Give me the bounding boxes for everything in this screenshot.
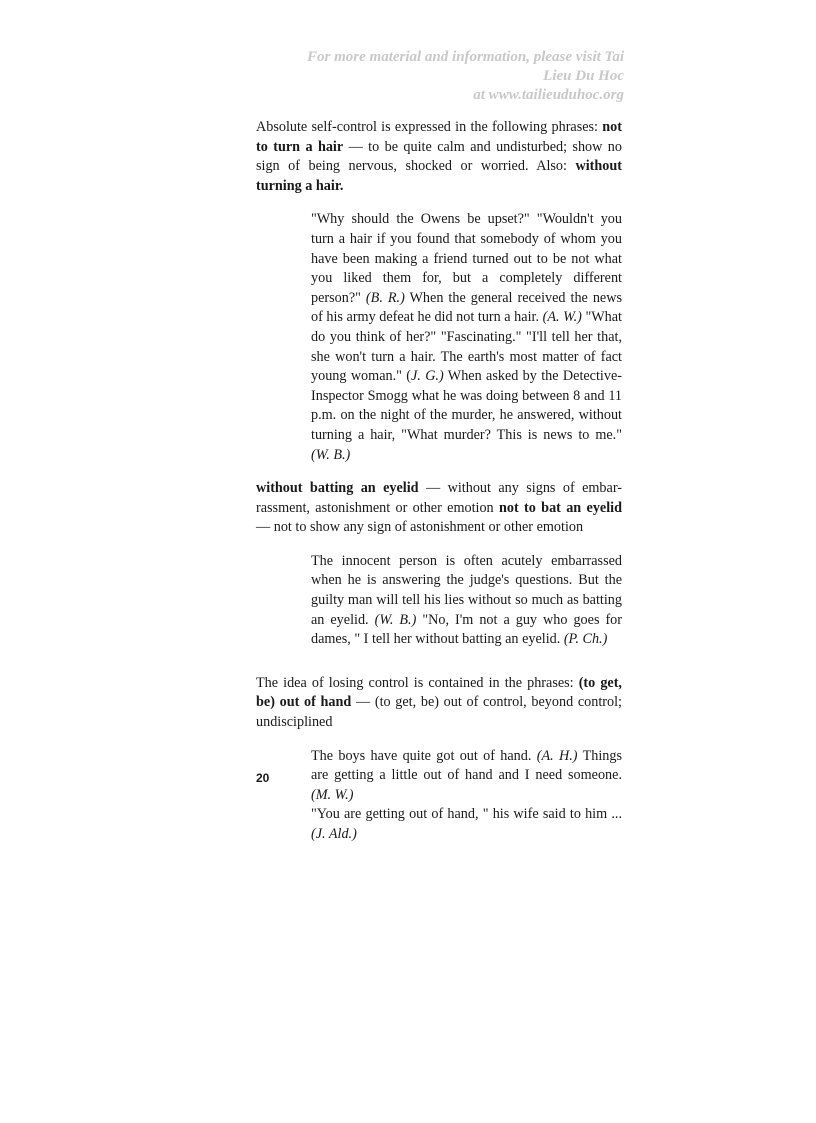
watermark-line-3: at www.tailieuduhoc.org: [473, 87, 624, 103]
text: "Why should the Owens be upset?" "Wouldn't you turn a hair if you found that somebody of whom you have been making a friend turned out to be not what you liked them for, but a completely different person?": [311, 211, 622, 306]
example-text: [311, 552, 622, 650]
example-text: [311, 805, 622, 844]
watermark-line-2: Lieu Du Hoc: [543, 68, 624, 84]
text: "What do you think of her?" "Fascinating." "I'll tell her that, she won't turn a hair. The earth's most matter of fact young woman." (: [311, 309, 622, 385]
text: "You are getting out of hand, " his wife said to him ...: [311, 806, 622, 823]
term-not-to-turn-a-hair: not to turn a hair: [256, 119, 622, 155]
text: The idea of losing control is contained in the phrases:: [256, 674, 579, 691]
text: — to be quite calm and undisturbed; show no sign of being nervous, shocked or worried. Also:: [256, 138, 622, 175]
source-citation: (W. B.): [311, 446, 351, 463]
source-citation: J. G.): [411, 368, 444, 385]
text: — without any signs of embar-rassment, astonishment or other emotion: [256, 480, 622, 516]
term-not-to-bat-an-eyelid: not to bat an eyelid: [498, 499, 622, 516]
text: The innocent person is often acutely embarrassed when he is answering the judge's questions. But the guilty man will tell his lies without so much as batting an eyelid.: [311, 552, 622, 628]
example-text: [311, 210, 622, 465]
source-citation: (P. Ch.): [563, 631, 608, 648]
source-citation: (A. H.): [536, 747, 578, 764]
text: Absolute self-control is expressed in the following phrases:: [256, 119, 603, 135]
source-citation: (M. W.): [311, 786, 354, 803]
term-without-batting-an-eyelid: without batting an eyelid: [256, 480, 419, 497]
source-citation: (B. R.): [365, 289, 405, 306]
intro-paragraph: [256, 118, 622, 196]
term-without-turning-a-hair: without turning a hair.: [256, 158, 622, 194]
text: — (to get, be) out of control, beyond control; undisciplined: [256, 694, 622, 731]
source-citation: (J. Ald.): [311, 826, 357, 842]
example-block-3: [311, 747, 622, 845]
watermark-line-1: For more material and information, please visit Tai: [307, 49, 624, 65]
example-block-1: [311, 210, 622, 465]
example-block-2: [311, 552, 622, 650]
page-content: [256, 118, 622, 859]
text: When the general received the news of his army defeat he did not turn a hair.: [311, 289, 622, 326]
definition-paragraph-out-of-hand: [256, 674, 622, 733]
source-citation: (A. W.): [542, 309, 582, 326]
text: The boys have quite got out of hand.: [311, 747, 537, 764]
definition-paragraph-eyelid: [256, 479, 622, 538]
text: — not to show any sign of astonishment or other emotion: [256, 519, 584, 536]
text: When asked by the Detective-Inspector Smogg what he was doing between 8 and 11 p.m. on the night of the murder, he answered, without turning a hair, "What murder? This is news to me.": [311, 368, 622, 443]
watermark: [256, 48, 624, 105]
source-citation: (W. B.): [374, 611, 417, 628]
text: "No, I'm not a guy who goes for dames, " I tell her without batting an eyelid.: [311, 611, 623, 648]
example-text: [311, 747, 622, 806]
text: Things are getting a little out of hand and I need someone.: [311, 747, 623, 784]
term-out-of-hand: (to get, be) out of hand: [256, 674, 622, 711]
page-number: 20: [256, 771, 270, 785]
